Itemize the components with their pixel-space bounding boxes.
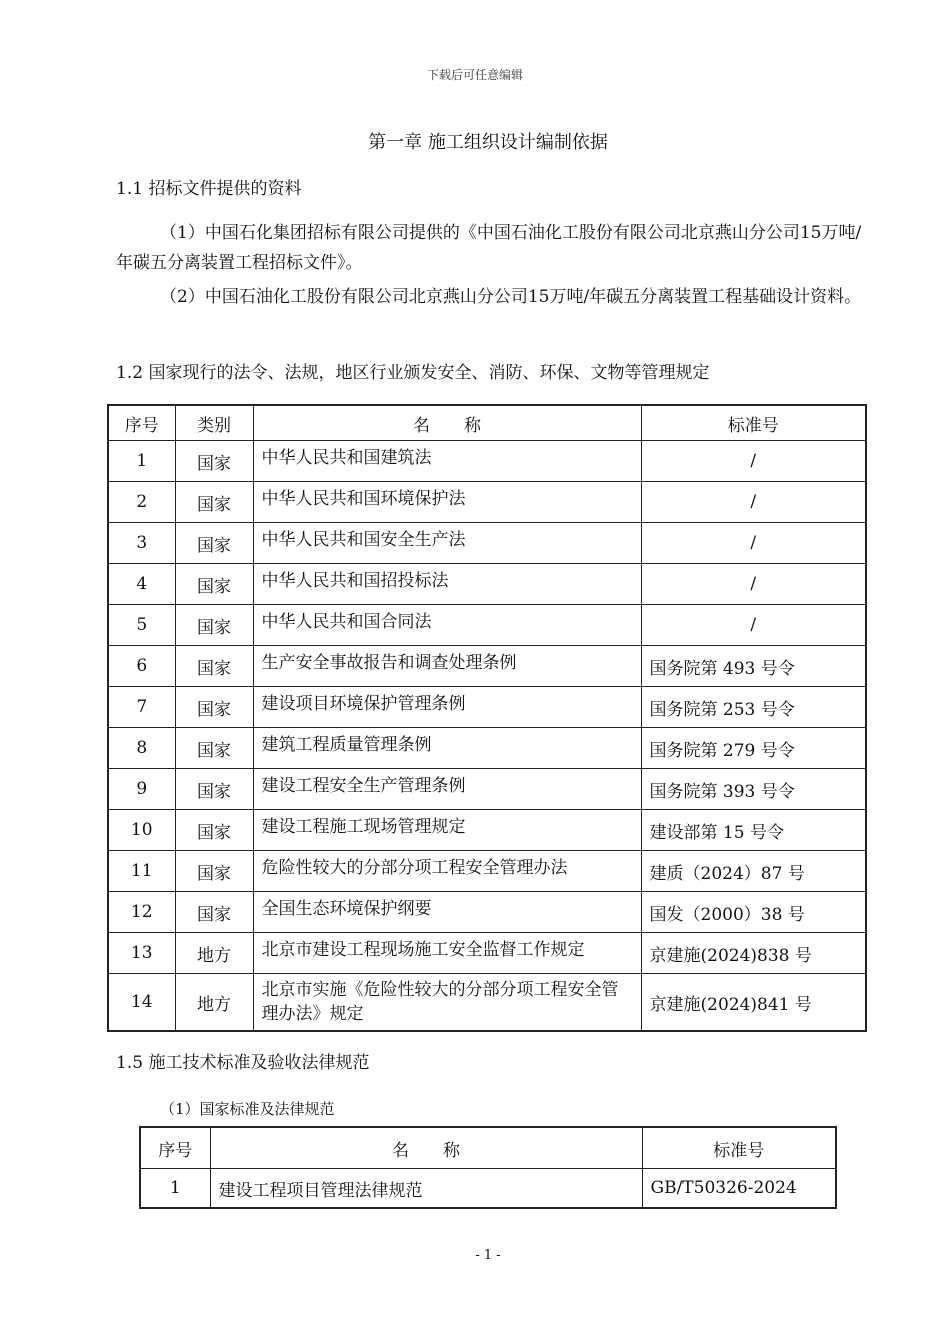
cell-name: 中华人民共和国安全生产法 (253, 523, 641, 564)
table-row (108, 482, 866, 523)
table-row (108, 810, 866, 851)
paragraph-2: （2）中国石油化工股份有限公司北京燕山分公司15万吨/年碳五分离装置工程基础设计资料。 (160, 287, 862, 307)
cell-no: 8 (108, 728, 175, 769)
cell-standard: 建质（2024）87 号 (641, 851, 866, 892)
cell-standard: 国发（2000）38 号 (641, 892, 866, 933)
section-heading-1-2: 1.2 国家现行的法令、法规，地区行业颁发安全、消防、环保、文物等管理规定 (116, 363, 710, 383)
cell-standard: 京建施(2024)841 号 (641, 974, 866, 1032)
cell-standard: 国务院第 493 号令 (641, 646, 866, 687)
cell-no: 9 (108, 769, 175, 810)
cell-standard: / (641, 605, 866, 646)
cell-name: 中华人民共和国建筑法 (253, 441, 641, 482)
table-row (108, 646, 866, 687)
table-row (108, 605, 866, 646)
header-standard: 标准号 (641, 405, 866, 441)
cell-name: 全国生态环境保护纲要 (253, 892, 641, 933)
table-row (108, 523, 866, 564)
cell-name: 生产安全事故报告和调查处理条例 (253, 646, 641, 687)
page-number: - 1 - (475, 1248, 501, 1263)
cell-standard: 京建施(2024)838 号 (641, 933, 866, 974)
header-category: 类别 (175, 405, 253, 441)
header-standard: 标准号 (642, 1127, 836, 1169)
cell-standard: / (641, 523, 866, 564)
cell-category: 地方 (175, 933, 253, 974)
cell-name: 建设工程安全生产管理条例 (253, 769, 641, 810)
header-note: 下载后可任意编辑 (426, 68, 523, 82)
cell-no: 14 (108, 974, 175, 1032)
section-heading-1-1: 1.1 招标文件提供的资料 (116, 179, 302, 199)
section-heading-1-5: 1.5 施工技术标准及验收法律规范 (116, 1053, 370, 1073)
cell-category: 国家 (175, 482, 253, 523)
cell-category: 国家 (175, 728, 253, 769)
cell-category: 国家 (175, 564, 253, 605)
cell-category: 国家 (175, 810, 253, 851)
cell-name: 建设项目环境保护管理条例 (253, 687, 641, 728)
cell-name: 中华人民共和国合同法 (253, 605, 641, 646)
table-row (108, 564, 866, 605)
cell-no: 13 (108, 933, 175, 974)
table-row (108, 933, 866, 974)
cell-standard: 国务院第 253 号令 (641, 687, 866, 728)
cell-no: 1 (140, 1169, 210, 1209)
cell-category: 国家 (175, 441, 253, 482)
table-row (108, 851, 866, 892)
cell-category: 国家 (175, 687, 253, 728)
cell-no: 7 (108, 687, 175, 728)
cell-no: 10 (108, 810, 175, 851)
cell-name: 北京市实施《危险性较大的分部分项工程安全管理办法》规定 (253, 974, 641, 1032)
cell-no: 3 (108, 523, 175, 564)
cell-standard: GB/T50326-2024 (642, 1169, 836, 1209)
cell-standard: / (641, 441, 866, 482)
cell-standard: 国务院第 393 号令 (641, 769, 866, 810)
header-no: 序号 (108, 405, 175, 441)
table-row (108, 687, 866, 728)
table-header-row (108, 405, 866, 441)
cell-standard: / (641, 564, 866, 605)
chapter-title: 第一章 施工组织设计编制依据 (368, 132, 608, 153)
cell-no: 2 (108, 482, 175, 523)
standards-table (139, 1126, 837, 1209)
cell-standard: / (641, 482, 866, 523)
cell-no: 4 (108, 564, 175, 605)
cell-standard: 国务院第 279 号令 (641, 728, 866, 769)
cell-name: 建设工程项目管理法律规范 (210, 1169, 642, 1209)
cell-standard: 建设部第 15 号令 (641, 810, 866, 851)
table-row (108, 769, 866, 810)
cell-category: 国家 (175, 605, 253, 646)
table-row (140, 1169, 836, 1209)
regulations-table (107, 404, 867, 1032)
cell-no: 1 (108, 441, 175, 482)
cell-name: 中华人民共和国环境保护法 (253, 482, 641, 523)
cell-category: 国家 (175, 769, 253, 810)
cell-no: 5 (108, 605, 175, 646)
cell-no: 12 (108, 892, 175, 933)
cell-name: 建设工程施工现场管理规定 (253, 810, 641, 851)
cell-name: 建筑工程质量管理条例 (253, 728, 641, 769)
header-name: 名 称 (210, 1127, 642, 1169)
paragraph-1: （1）中国石化集团招标有限公司提供的《中国石油化工股份有限公司北京燕山分公司15万吨/年碳五分离装置工程招标文件》。 (116, 223, 862, 273)
table-row (108, 728, 866, 769)
table-row (108, 892, 866, 933)
cell-category: 国家 (175, 892, 253, 933)
cell-category: 国家 (175, 523, 253, 564)
cell-no: 11 (108, 851, 175, 892)
table-row (108, 974, 866, 1032)
cell-no: 6 (108, 646, 175, 687)
header-no: 序号 (140, 1127, 210, 1169)
cell-category: 国家 (175, 646, 253, 687)
cell-category: 地方 (175, 974, 253, 1032)
cell-name: 北京市建设工程现场施工安全监督工作规定 (253, 933, 641, 974)
header-name: 名 称 (253, 405, 641, 441)
cell-name: 危险性较大的分部分项工程安全管理办法 (253, 851, 641, 892)
cell-category: 国家 (175, 851, 253, 892)
cell-name: 中华人民共和国招投标法 (253, 564, 641, 605)
subheading-national-standards: （1）国家标准及法律规范 (160, 1100, 335, 1118)
table-row (108, 441, 866, 482)
table-header-row (140, 1127, 836, 1169)
